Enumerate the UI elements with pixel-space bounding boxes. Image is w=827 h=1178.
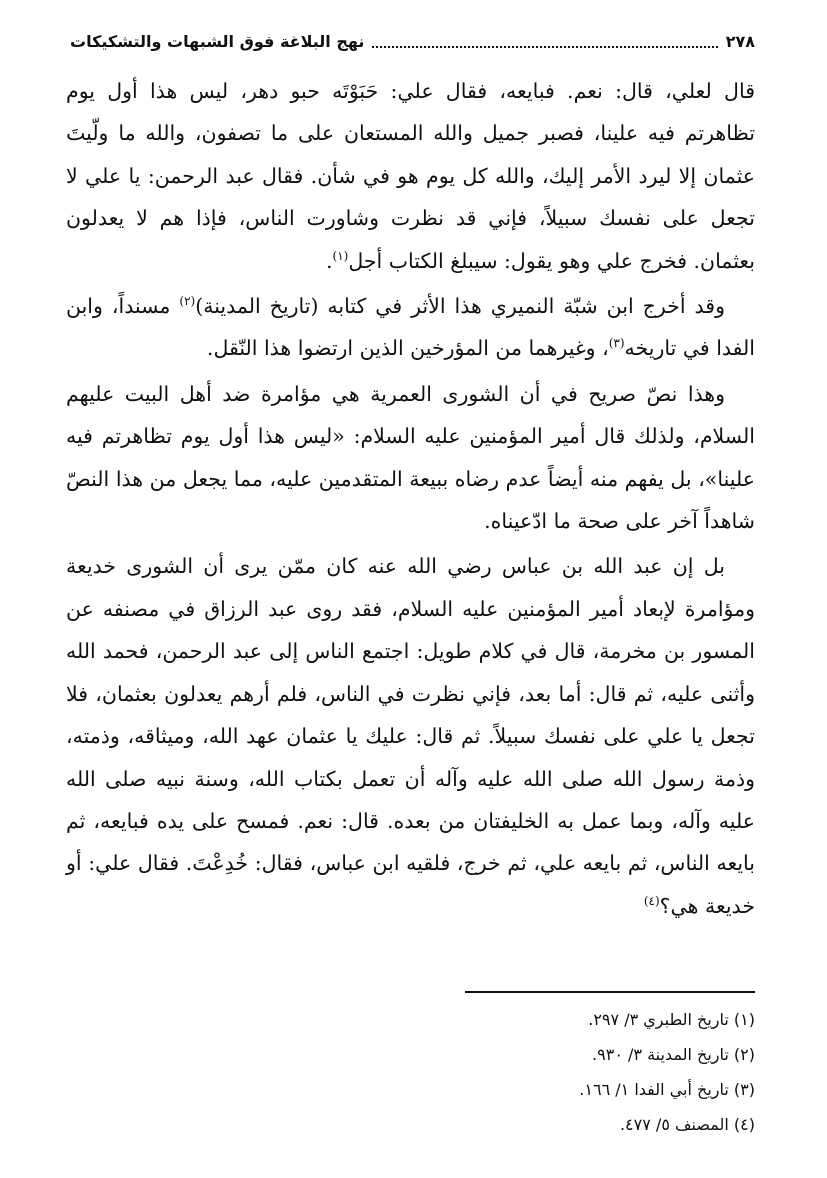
footnote-ref: (٤) bbox=[643, 893, 660, 908]
paragraph-text: قال لعلي، قال: نعم. فبايعه، فقال علي: حَبَوْتَه حبو دهر، ليس هذا أول يوم تظاهرتم فيه علينا، فصبر جميل والله المستعان على ما تصفون، والله ما ولّيتَ عثمان إلا ليرد الأمر إليك، والله كل يوم هو في شأن. فقال عبد الرحمن: يا علي لا تجعل على نفسك سبيلاً، فإني قد نظرت وشاورت الناس، فإذا هم لا يعدلون بعثمان. فخرج علي وهو يقول: سيبلغ الكتاب أجل bbox=[66, 79, 755, 273]
paragraph-1 bbox=[66, 70, 755, 282]
paragraph-text-tail: ، وغيرهما من المؤرخين الذين ارتضوا هذا النّقل. bbox=[206, 336, 609, 361]
footnote-ref: (٢) bbox=[179, 294, 196, 309]
paragraph-3 bbox=[66, 373, 755, 543]
main-text bbox=[66, 70, 755, 927]
footnote-item: (٢) تاريخ المدينة ٣/ ٩٣٠. bbox=[592, 1045, 755, 1064]
running-header bbox=[70, 30, 755, 54]
footnotes bbox=[335, 1002, 755, 1142]
paragraph-text: وهذا نصّ صريح في أن الشورى العمرية هي مؤامرة ضد أهل البيت عليهم السلام، ولذلك قال أمير المؤمنين عليه السلام: «ليس هذا أول يوم تظاهرتم فيه علينا»، بل يفهم منه أيضاً عدم رضاه ببيعة المتقدمين عليه، مما يجعل من هذا النصّ شاهداً آخر على صحة ما ادّعيناه. bbox=[66, 381, 755, 534]
header-dot-leader bbox=[372, 46, 717, 48]
footnote-item: (١) تاريخ الطبري ٣/ ٢٩٧. bbox=[588, 1010, 755, 1029]
paragraph-4 bbox=[66, 545, 755, 927]
page-number: ٢٧٨ bbox=[725, 32, 755, 51]
paragraph-text-tail: . bbox=[325, 248, 333, 273]
paragraph-text: بل إن عبد الله بن عباس رضي الله عنه كان ممّن يرى أن الشورى خديعة ومؤامرة لإبعاد أمير المؤمنين عليه السلام، فقد روى عبد الرزاق في مصنفه عن المسور بن مخرمة، قال في كلام طويل: اجتمع الناس إلى عبد الرحمن، فحمد الله وأثنى عليه، ثم قال: أما بعد، فإني نظرت في الناس، فلم أرهم يعدلون بعثمان، فلا تجعل يا علي على نفسك سبيلاً. ثم قال: عليك يا عثمان عهد الله، وميثاقه، وذمته، وذمة رسول الله صلى الله عليه وآله أن تعمل بكتاب الله، وسنة نبيه صلى الله عليه وآله، وبما عمل به الخليفتان من بعده. قال: نعم. فمسح على يده فبايعه، ثم بايعه الناس، ثم بايعه علي، ثم خرج، فلقيه ابن عباس، فقال: خُدِعْتَ. فقال علي: أو خديعة هي؟ bbox=[66, 554, 755, 918]
footnote-item: (٣) تاريخ أبي الفدا ١/ ١٦٦. bbox=[579, 1080, 755, 1099]
paragraph-text: وقد أخرج ابن شبّة النميري هذا الأثر في كتابه (تاريخ المدينة) bbox=[195, 294, 725, 319]
paragraph-text-tail: مسنداً، وابن الفدا في تاريخه bbox=[66, 294, 755, 361]
footnote-ref: (١) bbox=[332, 248, 349, 263]
paragraph-2 bbox=[66, 285, 755, 370]
footnote-item: (٤) المصنف ٥/ ٤٧٧. bbox=[619, 1115, 755, 1134]
footnote-separator bbox=[465, 991, 755, 993]
footnote-ref: (٣) bbox=[608, 336, 625, 351]
running-title: نهج البلاغة فوق الشبهات والتشكيكات bbox=[70, 32, 365, 51]
